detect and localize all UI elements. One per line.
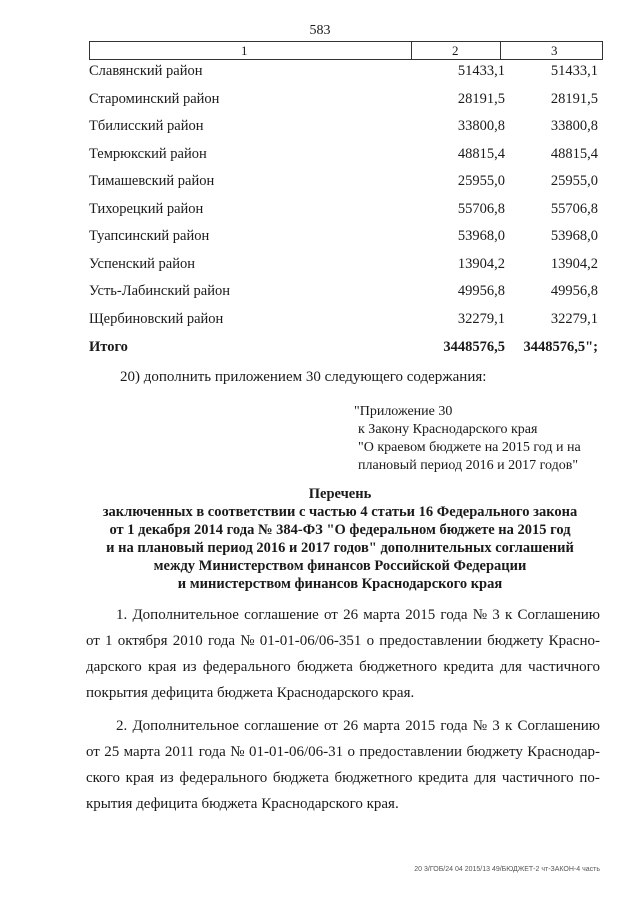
region-name: Тимашевский район — [89, 173, 215, 189]
region-name: Щербиновский район — [89, 310, 224, 327]
document-title — [60, 485, 620, 593]
title-line: между Министерством финансов Российской Федерации — [153, 558, 527, 574]
region-name: Тихорецкий район — [89, 200, 204, 217]
table-row — [0, 144, 640, 164]
table-row — [0, 226, 640, 246]
region-name: Итого — [89, 339, 128, 355]
value-col-3: 28191,5 — [550, 90, 598, 107]
value-col-3: 25955,0 — [550, 173, 598, 189]
appendix-line: "Приложение 30 — [354, 404, 453, 419]
region-name: Туапсинский район — [89, 228, 210, 244]
appendix-line: к Закону Краснодарского края — [358, 422, 538, 437]
paragraph-line: дарского края из федерального бюджета бюджетного кредита для частичного — [86, 659, 600, 675]
value-col-3: 33800,8 — [550, 118, 598, 134]
appendix-line: плановый период 2016 и 2017 годов" — [358, 458, 579, 473]
total-row — [0, 337, 640, 357]
header-col-1: 1 — [241, 43, 248, 58]
paragraph-2 — [86, 713, 600, 817]
paragraph-line: от 1 октября 2010 года № 01-01-06/06-351 о предоставлении бюджету Красно- — [86, 633, 600, 649]
table-row — [0, 116, 640, 136]
header-col-2: 2 — [452, 43, 459, 58]
value-col-3: 13904,2 — [550, 255, 598, 272]
title-line: и министерством финансов Краснодарского края — [177, 576, 503, 592]
value-col-2: 49956,8 — [457, 283, 505, 299]
table-header — [89, 41, 603, 60]
value-col-2: 55706,8 — [457, 200, 505, 217]
table-row — [0, 61, 640, 81]
value-col-2: 32279,1 — [457, 310, 505, 327]
value-col-3: 55706,8 — [550, 200, 598, 217]
table-row — [0, 309, 640, 329]
value-col-3: 49956,8 — [550, 283, 598, 299]
page-number: 583 — [309, 23, 331, 38]
value-col-2: 51433,1 — [457, 63, 505, 79]
region-name: Темрюкский район — [89, 145, 207, 162]
appendix-line: "О краевом бюджете на 2015 год и на — [358, 440, 581, 455]
value-col-2: 25955,0 — [457, 173, 505, 189]
value-col-2: 13904,2 — [457, 255, 505, 272]
table-row — [0, 199, 640, 219]
value-col-2: 53968,0 — [457, 228, 505, 244]
title-line: заключенных в соответствии с частью 4 статьи 16 Федерального закона — [102, 504, 578, 520]
value-col-3: 3448576,5"; — [523, 339, 598, 355]
title-line: и на плановый период 2016 и 2017 годов" дополнительных соглашений — [106, 540, 574, 556]
region-name: Славянский район — [89, 63, 203, 79]
value-col-3: 51433,1 — [550, 63, 598, 79]
table-row — [0, 254, 640, 274]
paragraph-1 — [86, 602, 600, 706]
paragraph-line: крытия дефицита бюджета Краснодарского края. — [86, 796, 399, 812]
paragraph-line: от 25 марта 2011 года № 01-01-06/06-31 о предоставлении бюджету Краснодар- — [86, 744, 600, 760]
table-row — [0, 89, 640, 109]
value-col-3: 48815,4 — [550, 145, 598, 162]
region-name: Тбилисский район — [89, 118, 204, 134]
table-row — [0, 281, 640, 301]
value-col-2: 28191,5 — [457, 90, 505, 107]
paragraph-line: 1. Дополнительное соглашение от 26 марта 2015 года № 3 к Соглашению — [116, 607, 600, 623]
paragraph-line: ского края из федерального бюджета бюджетного кредита для частичного по- — [86, 770, 600, 786]
region-name: Усть-Лабинский район — [89, 283, 230, 299]
region-name: Староминский район — [89, 90, 220, 107]
appendix-heading — [354, 403, 581, 475]
item-20: 20) дополнить приложением 30 следующего содержания: — [120, 369, 487, 385]
footer-code: 20 3/ГОБ/24 04 2015/13 49/БЮДЖЕТ-2 чт-ЗАКОН-4 часть — [414, 866, 600, 873]
value-col-3: 53968,0 — [550, 228, 598, 244]
value-col-2: 48815,4 — [457, 145, 505, 162]
title-line: от 1 декабря 2014 года № 384-ФЗ "О федеральном бюджете на 2015 год — [109, 522, 571, 538]
paragraph-line: 2. Дополнительное соглашение от 26 марта 2015 года № 3 к Соглашению — [116, 718, 600, 734]
table-row — [0, 171, 640, 191]
paragraph-line: покрытия дефицита бюджета Краснодарского края. — [86, 685, 415, 701]
value-col-2: 3448576,5 — [443, 339, 505, 355]
value-col-3: 32279,1 — [550, 310, 598, 327]
value-col-2: 33800,8 — [457, 118, 505, 134]
region-name: Успенский район — [89, 255, 195, 272]
header-col-3: 3 — [551, 43, 558, 58]
title-line: Перечень — [308, 486, 372, 502]
